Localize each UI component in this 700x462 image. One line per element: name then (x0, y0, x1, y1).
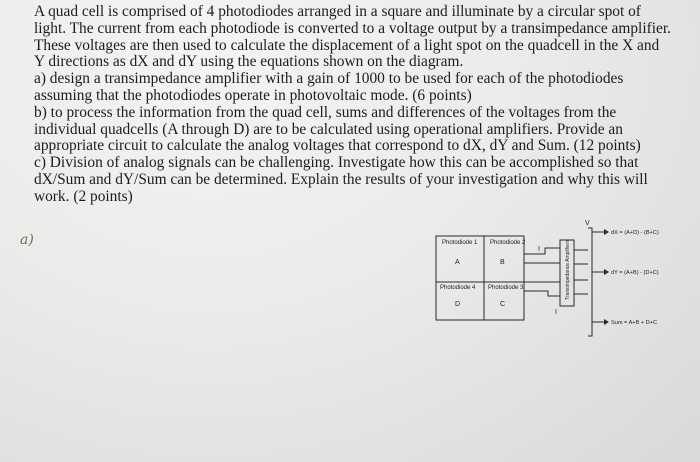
label-photodiode-1: Photodiode 1 (442, 240, 478, 246)
problem-line: These voltages are then used to calculate the displacement of a light spot on the quadcell in the X and (34, 36, 660, 54)
label-i-top: I (538, 246, 540, 253)
label-photodiode-4: Photodiode 4 (440, 285, 476, 291)
label-i-bottom: I (555, 309, 557, 316)
quadrant-d: D (455, 301, 461, 308)
arrowhead-dy (604, 269, 609, 275)
equation-dy: dY = (A+B) - (D+C) (611, 270, 659, 276)
problem-line: b) to process the information from the quad cell, sums and differences of the voltages from the (34, 103, 617, 121)
problem-line: light. The current from each photodiode is converted to a voltage output by a transimpedance amplifier. (34, 19, 671, 37)
problem-line: Y directions as dX and dY using the equations shown on the diagram. (34, 53, 464, 71)
problem-line: appropriate circuit to calculate the analog voltages that correspond to dX, dY and Sum. (12 points) (34, 137, 641, 155)
problem-line: a) design a transimpedance amplifier with a gain of 1000 to be used for each of the photodiodes (34, 70, 624, 88)
quadrant-a: A (455, 259, 460, 266)
handwritten-mark: a) (20, 232, 34, 248)
label-transimpedance: Transimpedance Amplifiers (565, 239, 571, 300)
label-photodiode-3: Photodiode 3 (488, 285, 524, 291)
problem-line: assuming that the photodiodes operate in photovoltaic mode. (6 points) (34, 86, 472, 104)
problem-line: c) Division of analog signals can be challenging. Investigate how this can be accomplished so that (34, 154, 639, 172)
quadcell-frame (436, 236, 524, 320)
arrowhead-dx (604, 229, 609, 235)
quadrant-b: B (500, 259, 505, 266)
problem-line: A quad cell is comprised of 4 photodiodes arranged in a square and illuminate by a circular spot of (34, 3, 641, 20)
equation-dx: dX = (A+D) - (B+C) (611, 230, 659, 236)
problem-line: work. (2 points) (34, 187, 133, 205)
arrowhead-sum (604, 319, 609, 325)
problem-line: dX/Sum and dY/Sum can be determined. Explain the results of your investigation and why this will (34, 170, 648, 188)
equation-sum: Sum = A+B + D+C (611, 320, 658, 326)
quadrant-c: C (500, 301, 506, 308)
label-v: V (585, 220, 590, 227)
wire-a (524, 248, 560, 254)
wire-d (524, 291, 560, 296)
problem-line: individual quadcells (A through D) are to be calculated using operational amplifiers. Provide an (34, 120, 623, 138)
output-bracket (588, 228, 592, 336)
label-photodiode-2: Photodiode 2 (490, 240, 526, 246)
